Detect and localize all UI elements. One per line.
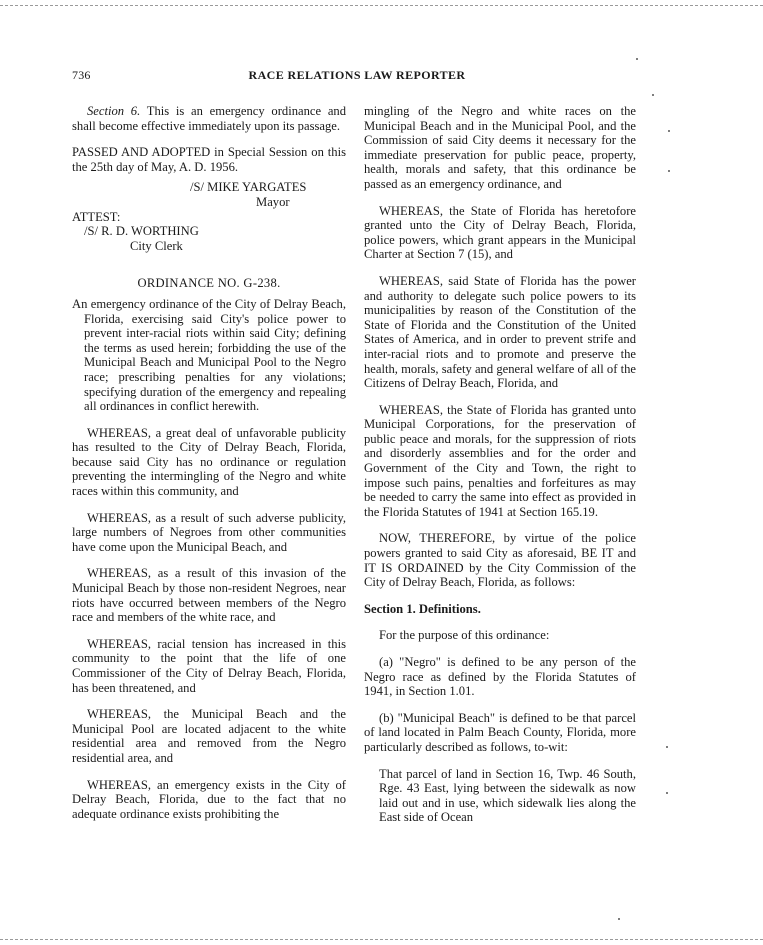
attest-label: ATTEST:: [72, 209, 121, 224]
whereas-paragraph-2: WHEREAS, as a result of such adverse publicity, large numbers of Negroes from other communities have come upon the Municipal Beach, and: [72, 510, 346, 554]
now-therefore-paragraph: NOW, THEREFORE, by virtue of the police powers granted to said City as aforesaid, BE IT and IT IS ORDAINED by the City Commission of the City of Delray Beach, Florida, as follows:: [364, 531, 636, 590]
scan-speck: [636, 58, 638, 60]
right-column: [364, 104, 636, 825]
left-column: [72, 104, 346, 821]
section-6-text: This is an emergency ordinance and shall become effective immediately upon its passage.: [72, 104, 347, 133]
page-header: [72, 68, 642, 84]
section-6-label: Section 6.: [87, 104, 141, 118]
scan-bottom-edge: [0, 939, 763, 940]
clerk-title: City Clerk: [130, 238, 183, 253]
definition-a: (a) "Negro" is defined to be any person of the Negro race as defined by the Florida Statutes of 1941, in Section 1.01.: [364, 655, 636, 699]
scan-speck: [666, 792, 668, 794]
whereas-paragraph-5: WHEREAS, the Municipal Beach and the Municipal Pool are located adjacent to the white residential area and removed from the Negro residential area, and: [72, 707, 346, 765]
continued-paragraph: mingling of the Negro and white races on the Municipal Beach and in the Municipal Pool, and the Commission of said City deems it necessary for the immediate preservation for public peace, property, health, morals and safety, that this ordinance be passed as an emergency ordinance, and: [364, 104, 636, 191]
mayor-signature: /S/ MIKE YARGATES: [190, 180, 307, 195]
whereas-paragraph-3: WHEREAS, as a result of this invasion of the Municipal Beach by those non-resident Negroes, near riots have occurred between members of the Negro race and members of the white race, and: [72, 566, 346, 625]
ordinance-summary: An emergency ordinance of the City of Delray Beach, Florida, exercising said City's police power to prevent inter-racial riots within said City; defining the terms as used herein; forbidding the use of the Municipal Beach and Municipal Pool to the Negro race; prescribing penalties for any violations; specifying duration of the emergency and repealing all ordinances in conflict herewith.: [72, 296, 346, 414]
whereas-paragraph-9: WHEREAS, the State of Florida has granted unto Municipal Corporations, for the preservation of public peace and morals, for the suppression of riots and disorderly assemblies and for the order and Government of the City and Town, the right to impose such pains, penalties and forfeitures as may be needed to carry the same into effect as provided in the Florida Statutes of 1941 at Section 165.19.: [364, 402, 636, 519]
scan-speck: [668, 130, 670, 132]
scan-speck: [666, 746, 668, 748]
scan-speck: [652, 94, 654, 96]
section-6-paragraph: [72, 104, 346, 133]
definition-b: (b) "Municipal Beach" is defined to be that parcel of land located in Palm Beach County, Florida, more particularly described as follows, to-wit:: [364, 710, 636, 754]
scan-top-edge: [0, 5, 763, 6]
whereas-paragraph-1: WHEREAS, a great deal of unfavorable publicity has resulted to the City of Delray Beach, Florida, because said City has no ordinance or regulation preventing the intermingling of the Negro and white races within this community, and: [72, 425, 346, 499]
ordinance-title: ORDINANCE NO. G-238.: [137, 276, 281, 291]
parcel-description: That parcel of land in Section 16, Twp. 46 South, Rge. 43 East, lying between the sidewalk as now laid out and in use, which sidewalk lies along the East side of Ocean: [379, 766, 636, 825]
whereas-paragraph-7: WHEREAS, the State of Florida has heretofore granted unto the City of Delray Beach, Florida, police powers, which grant appears in the Municipal Charter at Section 7 (15), and: [364, 203, 636, 262]
passed-adopted: PASSED AND ADOPTED in Special Session on this the 25th day of May, A. D. 1956.: [72, 145, 346, 174]
purpose-line: For the purpose of this ordinance:: [379, 628, 550, 643]
scan-speck: [668, 170, 670, 172]
running-head: RACE RELATIONS LAW REPORTER: [248, 68, 466, 82]
whereas-paragraph-4: WHEREAS, racial tension has increased in this community to the point that the life of one Commissioner of the City of Delray Beach, Florida, has been threatened, and: [72, 636, 346, 695]
whereas-paragraph-8: WHEREAS, said State of Florida has the power and authority to delegate such police powers to its municipalities by reason of the Constitution of the State of Florida and the Constitution of the United States of America, and in order to prevent strife and inter-racial riots and to promote and preserve the health, morals, safety and general welfare of all of the Citizens of Delray Beach, Florida, and: [364, 273, 636, 391]
scan-speck: [618, 918, 620, 920]
whereas-paragraph-6: WHEREAS, an emergency exists in the City of Delray Beach, Florida, due to the fact that no adequate ordinance exists prohibiting the: [72, 777, 346, 821]
clerk-signature: /S/ R. D. WORTHING: [84, 224, 199, 239]
page-number: 736: [72, 68, 91, 82]
mayor-title: Mayor: [256, 194, 290, 209]
section-1-heading: Section 1. Definitions.: [364, 601, 481, 616]
